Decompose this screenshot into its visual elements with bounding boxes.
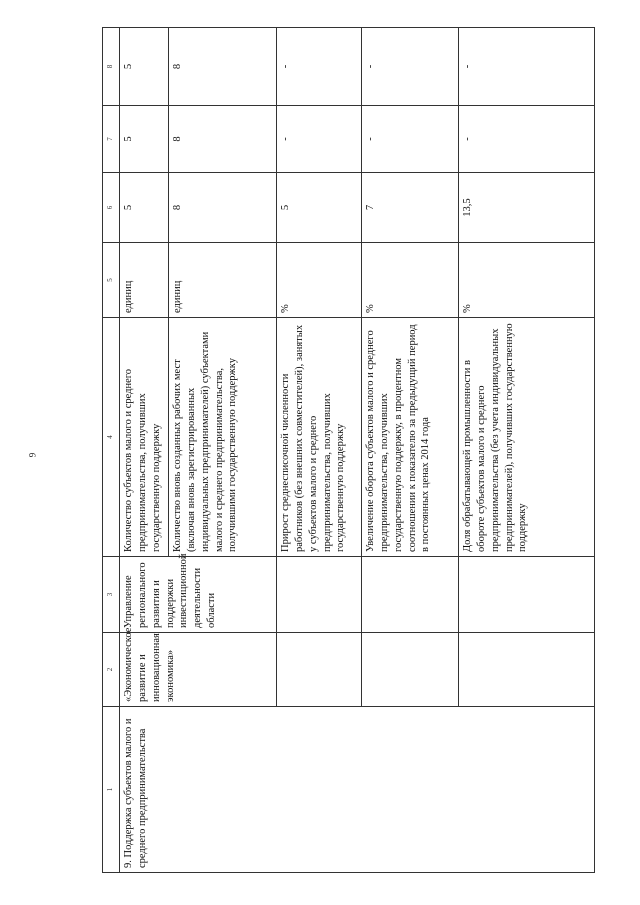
col-header-8: 8 — [103, 28, 120, 106]
value-col6-cell: 8 — [169, 173, 277, 243]
page-number: 9 — [27, 452, 38, 458]
indicators-table — [102, 27, 595, 873]
value-col8-cell: 8 — [169, 28, 277, 106]
executor-cell-empty — [277, 557, 362, 633]
executor-cell-empty — [362, 557, 459, 633]
value-col7-cell: 5 — [120, 106, 169, 173]
column-number-row — [103, 28, 120, 873]
indicator-cell: Количество субъектов малого и среднего предпринимательства, получивших государственную поддержку — [120, 318, 169, 557]
indicator-cell: Количество вновь созданных рабочих мест (включая вновь зарегистрированных индивидуальных предпринимателей) субъектами малого и среднего предпринимательства, получившими государственную поддержку — [169, 318, 277, 557]
executor-cell-empty — [459, 557, 595, 633]
unit-cell: единиц — [120, 243, 169, 318]
subprogram-cell-empty — [277, 633, 362, 707]
value-col7-cell: - — [277, 106, 362, 173]
value-col7-cell: - — [459, 106, 595, 173]
unit-cell: единиц — [169, 243, 277, 318]
value-col8-cell: - — [277, 28, 362, 106]
col-header-1: 1 — [103, 707, 120, 873]
rotated-table-container — [102, 28, 595, 873]
col-header-3: 3 — [103, 557, 120, 633]
value-col7-cell: - — [362, 106, 459, 173]
unit-cell: % — [362, 243, 459, 318]
value-col7-cell: 8 — [169, 106, 277, 173]
unit-cell: % — [277, 243, 362, 318]
value-col6-cell: 7 — [362, 173, 459, 243]
col-header-5: 5 — [103, 243, 120, 318]
subprogram-cell-empty — [459, 633, 595, 707]
indicator-cell: Прирост среднесписочной численности работников (без внешних совместителей), занятых у субъектов малого и среднего предпринимательства, получивших государственную поддержку — [277, 318, 362, 557]
subprogram-cell-empty — [362, 633, 459, 707]
value-col8-cell: - — [362, 28, 459, 106]
value-col6-cell: 5 — [277, 173, 362, 243]
col-header-2: 2 — [103, 633, 120, 707]
value-col8-cell: - — [459, 28, 595, 106]
indicator-cell: Увеличение оборота субъектов малого и среднего предпринимательства, получивших государственную поддержку, в процентном соотношении к показателю за предыдущий период в постоянных ценах 2014 года — [362, 318, 459, 557]
col-header-7: 7 — [103, 106, 120, 173]
value-col6-cell: 13,5 — [459, 173, 595, 243]
unit-cell: % — [459, 243, 595, 318]
program-name-cell: 9. Поддержка субъектов малого и среднего предпринимательства — [120, 707, 595, 873]
col-header-6: 6 — [103, 173, 120, 243]
table-row — [120, 28, 169, 873]
indicator-cell: Доля обрабатывающей промышленности в обороте субъектов малого и среднего предпринимательства (без учета индивидуальных предпринимателей), получивших государственную поддержку — [459, 318, 595, 557]
col-header-4: 4 — [103, 318, 120, 557]
value-col8-cell: 5 — [120, 28, 169, 106]
subprogram-cell: «Экономическое развитие и инновационная экономика» — [120, 633, 277, 707]
executor-cell: Управление регионального развития и поддержки инвестиционной деятельности области — [120, 557, 277, 633]
value-col6-cell: 5 — [120, 173, 169, 243]
